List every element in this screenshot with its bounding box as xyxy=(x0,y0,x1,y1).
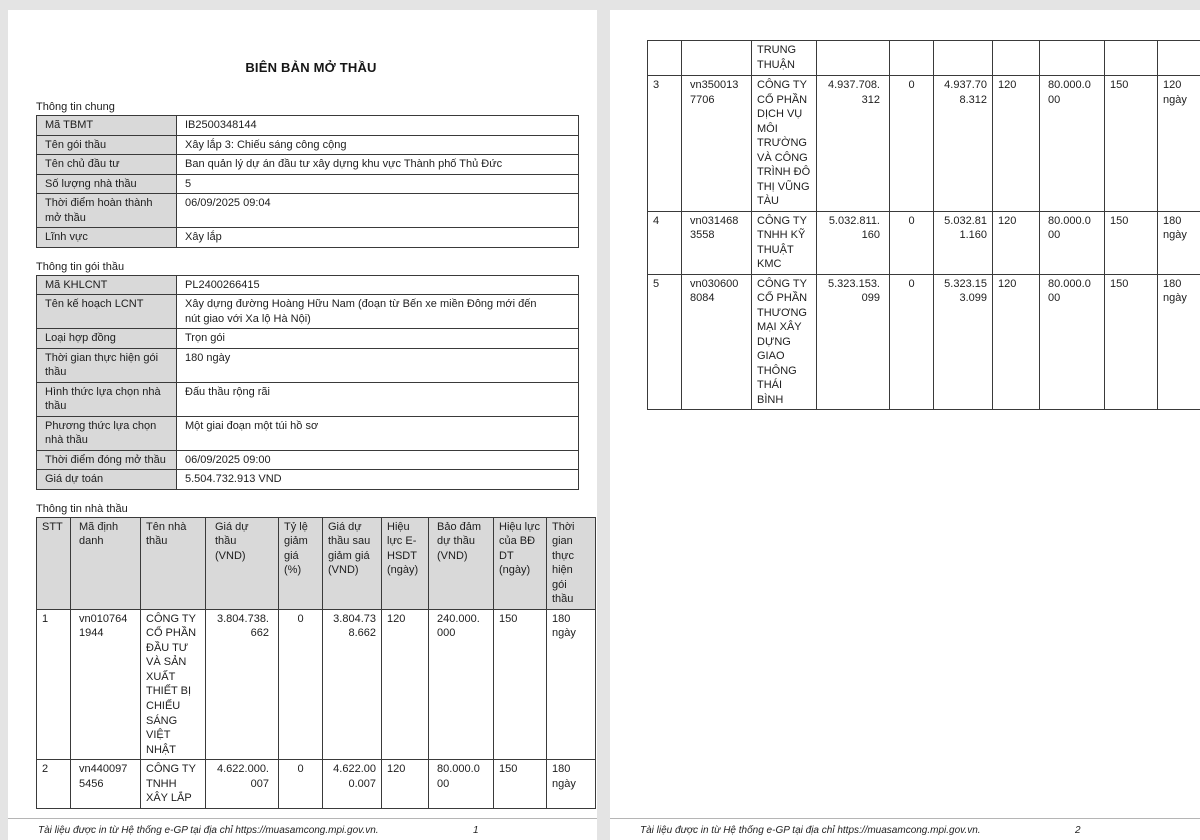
cell-guarantee-validity xyxy=(1105,41,1158,76)
cell-price-after xyxy=(934,41,993,76)
col-bid-price: Giá dự thầu (VND) xyxy=(206,517,279,609)
col-stt: STT xyxy=(37,517,71,609)
info-label: Phương thức lựa chọn nhà thầu xyxy=(37,416,177,450)
cell-guarantee: 80.000.000 xyxy=(1040,76,1105,212)
cell-guarantee: 80.000.000 xyxy=(1040,211,1105,274)
cell-ehsdt-validity: 120 xyxy=(993,211,1040,274)
info-row xyxy=(37,295,579,329)
col-ehsdt-validity: Hiệu lực E-HSDT (ngày) xyxy=(382,517,429,609)
bidder-row-2-continued xyxy=(648,41,1200,76)
cell-duration: 180 ngày xyxy=(1158,274,1200,410)
info-label: Tên kế hoạch LCNT xyxy=(37,295,177,329)
footer-text: Tài liệu được in từ Hệ thống e-GP tại địa chỉ https://muasamcong.mpi.gov.vn. xyxy=(640,825,981,836)
info-label: Mã KHLCNT xyxy=(37,275,177,295)
cell-stt: 1 xyxy=(37,609,71,759)
cell-ehsdt-validity: 120 xyxy=(993,274,1040,410)
cell-ehsdt-validity: 120 xyxy=(993,76,1040,212)
cell-bid-price: 4.937.708.312 xyxy=(817,76,890,212)
info-row xyxy=(37,135,579,155)
general-info-table xyxy=(36,115,579,248)
info-row xyxy=(37,382,579,416)
cell-guarantee-validity: 150 xyxy=(1105,274,1158,410)
info-row xyxy=(37,194,579,228)
page-number: 1 xyxy=(473,825,479,836)
footer-text: Tài liệu được in từ Hệ thống e-GP tại địa chỉ https://muasamcong.mpi.gov.vn. xyxy=(38,825,379,836)
col-name: Tên nhà thầu xyxy=(141,517,206,609)
col-guarantee: Bảo đảm dự thầu (VND) xyxy=(429,517,494,609)
cell-discount: 0 xyxy=(890,211,934,274)
bidder-row-5 xyxy=(648,274,1200,410)
cell-ehsdt-validity: 120 xyxy=(382,760,429,809)
cell-ehsdt-validity: 120 xyxy=(382,609,429,759)
info-row xyxy=(37,416,579,450)
cell-guarantee: 240.000.000 xyxy=(429,609,494,759)
cell-name: CÔNG TY CỔ PHẦN THƯƠNG MẠI XÂY DỰNG GIAO THÔNG THÁI BÌNH xyxy=(752,274,817,410)
page-footer xyxy=(610,818,1200,840)
bidder-row-4 xyxy=(648,211,1200,274)
cell-id: vn4400975456 xyxy=(71,760,141,809)
info-value: Trọn gói xyxy=(177,329,579,349)
package-info-table xyxy=(36,275,579,490)
section-heading-package: Thông tin gói thầu xyxy=(36,260,125,273)
bidder-row-3 xyxy=(648,76,1200,212)
cell-price-after: 5.323.153.099 xyxy=(934,274,993,410)
cell-stt: 2 xyxy=(37,760,71,809)
info-value: Xây lắp 3: Chiếu sáng công cộng xyxy=(177,135,579,155)
col-guarantee-validity: Hiệu lực của BĐ DT (ngày) xyxy=(494,517,547,609)
cell-id: vn3500137706 xyxy=(682,76,752,212)
info-value: Ban quản lý dự án đầu tư xây dựng khu vực Thành phố Thủ Đức xyxy=(177,155,579,175)
cell-bid-price xyxy=(817,41,890,76)
bidder-row-1 xyxy=(37,609,596,759)
cell-guarantee: 80.000.000 xyxy=(429,760,494,809)
info-value-text: Xây dựng đường Hoàng Hữu Nam (đoạn từ Bến xe miền Đông mới đến nút giao với Xa lộ Hà Nội) xyxy=(185,298,537,325)
cell-discount: 0 xyxy=(279,609,323,759)
info-label: Thời điểm đóng mở thầu xyxy=(37,450,177,470)
cell-bid-price: 4.622.000.007 xyxy=(206,760,279,809)
info-value xyxy=(177,295,579,329)
info-label: Tên gói thầu xyxy=(37,135,177,155)
cell-name: CÔNG TY CỔ PHẦN ĐẦU TƯ VÀ SẢN XUẤT THIẾT BỊ CHIẾU SÁNG VIỆT NHẬT xyxy=(141,609,206,759)
col-discount: Tỷ lệ giảm giá (%) xyxy=(279,517,323,609)
page-footer xyxy=(8,818,597,840)
info-row xyxy=(37,228,579,248)
cell-ehsdt-validity xyxy=(993,41,1040,76)
cell-stt: 4 xyxy=(648,211,682,274)
info-value: 06/09/2025 09:00 xyxy=(177,450,579,470)
info-row xyxy=(37,174,579,194)
info-value: 5.504.732.913 VND xyxy=(177,470,579,490)
cell-discount: 0 xyxy=(890,274,934,410)
section-heading-bidders: Thông tin nhà thầu xyxy=(36,502,128,515)
cell-id: vn0306008084 xyxy=(682,274,752,410)
info-row xyxy=(37,329,579,349)
info-value: PL2400266415 xyxy=(177,275,579,295)
cell-stt xyxy=(648,41,682,76)
cell-duration: 180 ngày xyxy=(547,609,596,759)
cell-discount: 0 xyxy=(279,760,323,809)
info-value: 06/09/2025 09:04 xyxy=(177,194,579,228)
cell-discount: 0 xyxy=(890,76,934,212)
col-id: Mã định danh xyxy=(71,517,141,609)
cell-guarantee-validity: 150 xyxy=(494,609,547,759)
info-row xyxy=(37,275,579,295)
cell-stt: 3 xyxy=(648,76,682,212)
page-1-content xyxy=(8,10,597,809)
info-label: Loại hợp đồng xyxy=(37,329,177,349)
cell-name: CÔNG TY TNHH XÂY LẮP xyxy=(141,760,206,809)
cell-price-after: 5.032.811.160 xyxy=(934,211,993,274)
info-row xyxy=(37,450,579,470)
cell-guarantee-validity: 150 xyxy=(1105,211,1158,274)
info-label: Lĩnh vực xyxy=(37,228,177,248)
cell-price-after: 3.804.738.662 xyxy=(323,609,382,759)
info-label: Số lượng nhà thầu xyxy=(37,174,177,194)
cell-stt: 5 xyxy=(648,274,682,410)
info-value: IB2500348144 xyxy=(177,116,579,136)
info-label: Thời điểm hoàn thành mở thầu xyxy=(37,194,177,228)
cell-name-continued: TRUNG THUẬN xyxy=(752,41,817,76)
info-label: Tên chủ đầu tư xyxy=(37,155,177,175)
document-title: BIÊN BẢN MỞ THẦU xyxy=(245,60,377,75)
cell-name: CÔNG TY TNHH KỸ THUẬT KMC xyxy=(752,211,817,274)
cell-duration: 180 ngày xyxy=(1158,211,1200,274)
bidders-table-page1 xyxy=(36,517,596,809)
cell-guarantee-validity: 150 xyxy=(494,760,547,809)
info-row xyxy=(37,470,579,490)
page-1 xyxy=(8,10,597,840)
cell-name: CÔNG TY CỔ PHẦN DỊCH VỤ MÔI TRƯỜNG VÀ CÔNG TRÌNH ĐÔ THỊ VŨNG TÀU xyxy=(752,76,817,212)
cell-price-after: 4.937.708.312 xyxy=(934,76,993,212)
page-2 xyxy=(610,10,1200,840)
cell-id: vn0107641944 xyxy=(71,609,141,759)
info-label: Hình thức lựa chọn nhà thầu xyxy=(37,382,177,416)
cell-guarantee xyxy=(1040,41,1105,76)
info-value: 180 ngày xyxy=(177,348,579,382)
bidders-table-page2 xyxy=(647,40,1200,410)
col-price-after: Giá dự thầu sau giảm giá (VND) xyxy=(323,517,382,609)
cell-id xyxy=(682,41,752,76)
cell-discount xyxy=(890,41,934,76)
info-row xyxy=(37,116,579,136)
cell-duration: 180 ngày xyxy=(547,760,596,809)
info-value: Một giai đoạn một túi hồ sơ xyxy=(177,416,579,450)
info-value: 5 xyxy=(177,174,579,194)
section-heading-general: Thông tin chung xyxy=(36,101,115,113)
cell-id: vn0314683558 xyxy=(682,211,752,274)
info-value: Xây lắp xyxy=(177,228,579,248)
page-number: 2 xyxy=(1075,825,1081,836)
info-label: Mã TBMT xyxy=(37,116,177,136)
info-row xyxy=(37,348,579,382)
cell-guarantee: 80.000.000 xyxy=(1040,274,1105,410)
cell-duration xyxy=(1158,41,1200,76)
bidders-header-row xyxy=(37,517,596,609)
info-value: Đấu thầu rộng rãi xyxy=(177,382,579,416)
info-row xyxy=(37,155,579,175)
cell-bid-price: 3.804.738.662 xyxy=(206,609,279,759)
info-label: Giá dự toán xyxy=(37,470,177,490)
col-duration: Thời gian thực hiện gói thầu xyxy=(547,517,596,609)
cell-price-after: 4.622.000.007 xyxy=(323,760,382,809)
info-label: Thời gian thực hiện gói thầu xyxy=(37,348,177,382)
cell-duration: 120 ngày xyxy=(1158,76,1200,212)
cell-bid-price: 5.323.153.099 xyxy=(817,274,890,410)
cell-bid-price: 5.032.811.160 xyxy=(817,211,890,274)
bidder-row-2 xyxy=(37,760,596,809)
cell-guarantee-validity: 150 xyxy=(1105,76,1158,212)
